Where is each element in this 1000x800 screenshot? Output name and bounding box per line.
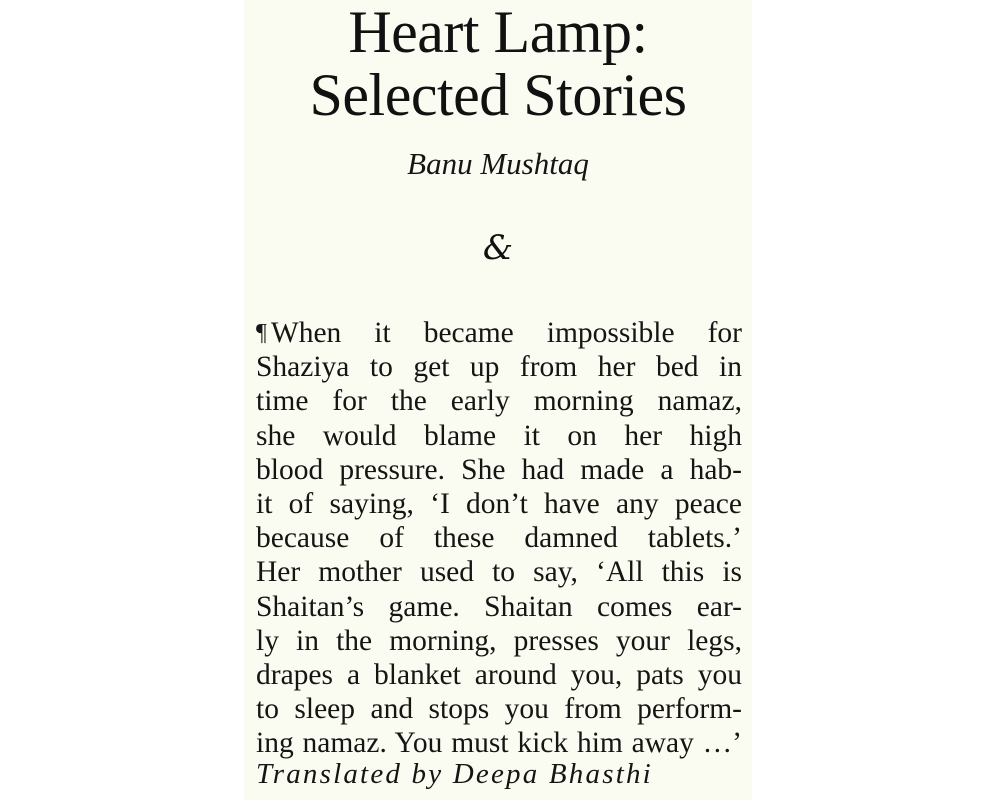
excerpt-text — [256, 316, 742, 760]
excerpt-line: blood pressure. She had made a hab- — [256, 453, 742, 486]
excerpt-line: Shaitan’s game. Shaitan comes ear- — [256, 590, 742, 623]
book-excerpt-card — [244, 0, 752, 800]
excerpt-line: Her mother used to say, ‘All this is — [256, 556, 742, 589]
pilcrow-icon: ¶ — [256, 320, 267, 346]
excerpt-line: because of these damned tablets.’ — [256, 522, 742, 555]
excerpt-line: ing namaz. You must kick him away …’ — [256, 727, 742, 760]
excerpt-line: to sleep and stops you from perform- — [256, 693, 742, 726]
excerpt-line: ly in the morning, presses your legs, — [256, 624, 742, 657]
author-name: Banu Mushtaq — [407, 146, 589, 181]
excerpt-line: Shaziya to get up from her bed in — [256, 351, 742, 384]
excerpt-line: ¶ When it became impossible for — [256, 317, 742, 349]
ampersand-ornament-icon: & — [482, 228, 514, 268]
excerpt-line: time for the early morning namaz, — [256, 385, 742, 418]
excerpt-line: it of saying, ‘I don’t have any peace — [256, 487, 742, 520]
excerpt-line: she would blame it on her high — [256, 419, 742, 452]
book-title-line-1: Heart Lamp: — [348, 0, 648, 65]
translator-credit: Translated by Deepa Bhasthi — [256, 758, 653, 790]
book-title-line-2: Selected Stories — [309, 62, 687, 128]
excerpt-line: drapes a blanket around you, pats you — [256, 658, 742, 691]
